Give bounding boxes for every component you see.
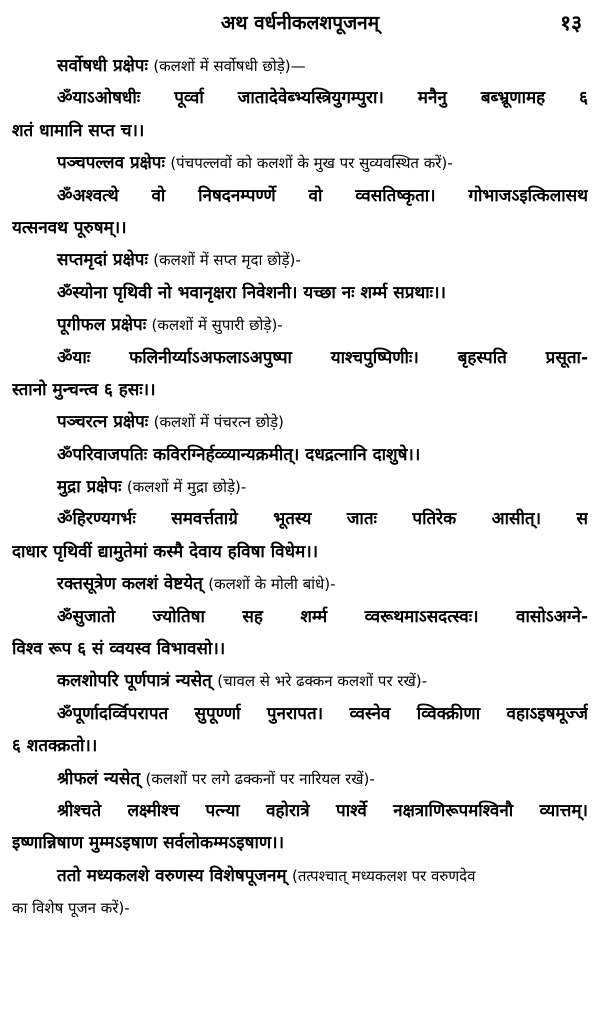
mantra-line: ॐसुजातो ज्योतिषा सह शर्म्म व्वरूथमाऽसदत्स्वः। वासोऽअग्ने- xyxy=(57,606,588,627)
mantra-line: ॐयाः फलिनीर्य्याऽअफलाऽअपुष्पा याश्चपुष्पिणीः। बृहस्पति प्रसूता- xyxy=(57,347,588,368)
mantra-line: ६ शतक्क्रतो।। xyxy=(12,736,98,757)
mantra-line: ॐहिरण्यगर्भः समवर्त्तताग्रे भूतस्य जातः पतिरेक आसीत्। स xyxy=(57,509,588,530)
mantra-line: ॐअश्वत्थे वो निषदनम्पर्ण्णे वो व्वसतिष्कृता। गोभाजऽइत्किलासथ xyxy=(57,185,588,206)
mantra-line: ॐपरिवाजपतिः कविरग्निर्हव्व्यान्यक्रमीत्। दधद्रत्नानि दाशुषे।। xyxy=(57,444,421,465)
page-number: १३ xyxy=(560,11,582,35)
mantra-line: ॐपूर्णादर्व्विपरापत सुपूर्ण्णा पुनरापत। व्वस्नेव व्विक्क्रीणा वहाऽइषमूर्ज्ज xyxy=(57,703,588,724)
mantra-line: शतं धामानि सप्त च।। xyxy=(12,120,145,141)
mantra-line: यत्सनवथ पूरुषम्।। xyxy=(12,217,127,238)
instruction-line: पूगीफल प्रक्षेपः (कलशों में सुपारी छोड़े)- xyxy=(57,315,283,336)
page-title: अथ वर्धनीकलशपूजनम् xyxy=(220,12,380,34)
instruction-line: ततो मध्यकलशे वरुणस्य विशेषपूजनम् (तत्पश्चात् मध्यकलश पर वरुणदेव xyxy=(57,865,476,886)
mantra-line: दाधार पृथिवीं द्यामुतेमां कस्मै देवाय हविषा विधेम।। xyxy=(12,541,319,562)
mantra-line: इष्णान्निषाण मुम्मऽइषाण सर्वलोकम्मऽइषाण।। xyxy=(12,833,285,854)
instruction-line: सप्तमृदां प्रक्षेपः (कलशों में सप्त मृदा छोड़ें)- xyxy=(57,250,301,271)
mantra-line: श्रीश्चते लक्ष्मीश्च पत्न्या वहोरात्रे पार्श्वे नक्षत्राणिरूपमश्विनौ व्यात्तम्। xyxy=(57,800,588,821)
instruction-line: पञ्चपल्लव प्रक्षेपः (पंचपल्लवों को कलशों के मुख पर सुव्यवस्थित करें)- xyxy=(57,153,453,174)
instruction-line: कलशोपरि पूर्णपात्रं न्यसेत् (चावल से भरे ढक्कन कलशों पर रखें)- xyxy=(57,671,428,692)
instruction-continuation: का विशेष पूजन करें)- xyxy=(12,899,130,918)
mantra-line: विश्व रूप ६ सं व्वयस्व विभावसो।। xyxy=(12,639,226,660)
page-header xyxy=(0,10,600,40)
instruction-line: रक्तसूत्रेण कलशं वेष्टयेत् (कलशों के मोली बांधे)- xyxy=(57,574,336,595)
instruction-line: सर्वोषधी प्रक्षेपः (कलशों में सर्वोषधी छोड़े)— xyxy=(57,56,306,76)
mantra-line: ॐस्योना पृथिवी नो भवानृक्षरा निवेशनी। यच्छा नः शर्म्म सप्रथाः।। xyxy=(57,282,446,303)
text-body xyxy=(12,50,588,925)
instruction-line: पञ्चरत्न प्रक्षेपः (कलशों में पंचरत्न छोड़े) xyxy=(57,412,284,433)
instruction-line: मुद्रा प्रक्षेपः (कलशों में मुद्रा छोड़े)- xyxy=(57,477,247,498)
instruction-line: श्रीफलं न्यसेत् (कलशों पर लगे ढक्कनों पर नारियल रखें)- xyxy=(57,768,375,789)
mantra-line: स्तानो मुन्चन्त्व ६ हसः।। xyxy=(12,379,156,400)
mantra-line: ॐयाऽओषधीः पूर्व्वा जातादेवेब्भ्यस्त्रियुगम्पुरा। मनैनु बब्भ्रूणामह ६ xyxy=(57,88,588,109)
